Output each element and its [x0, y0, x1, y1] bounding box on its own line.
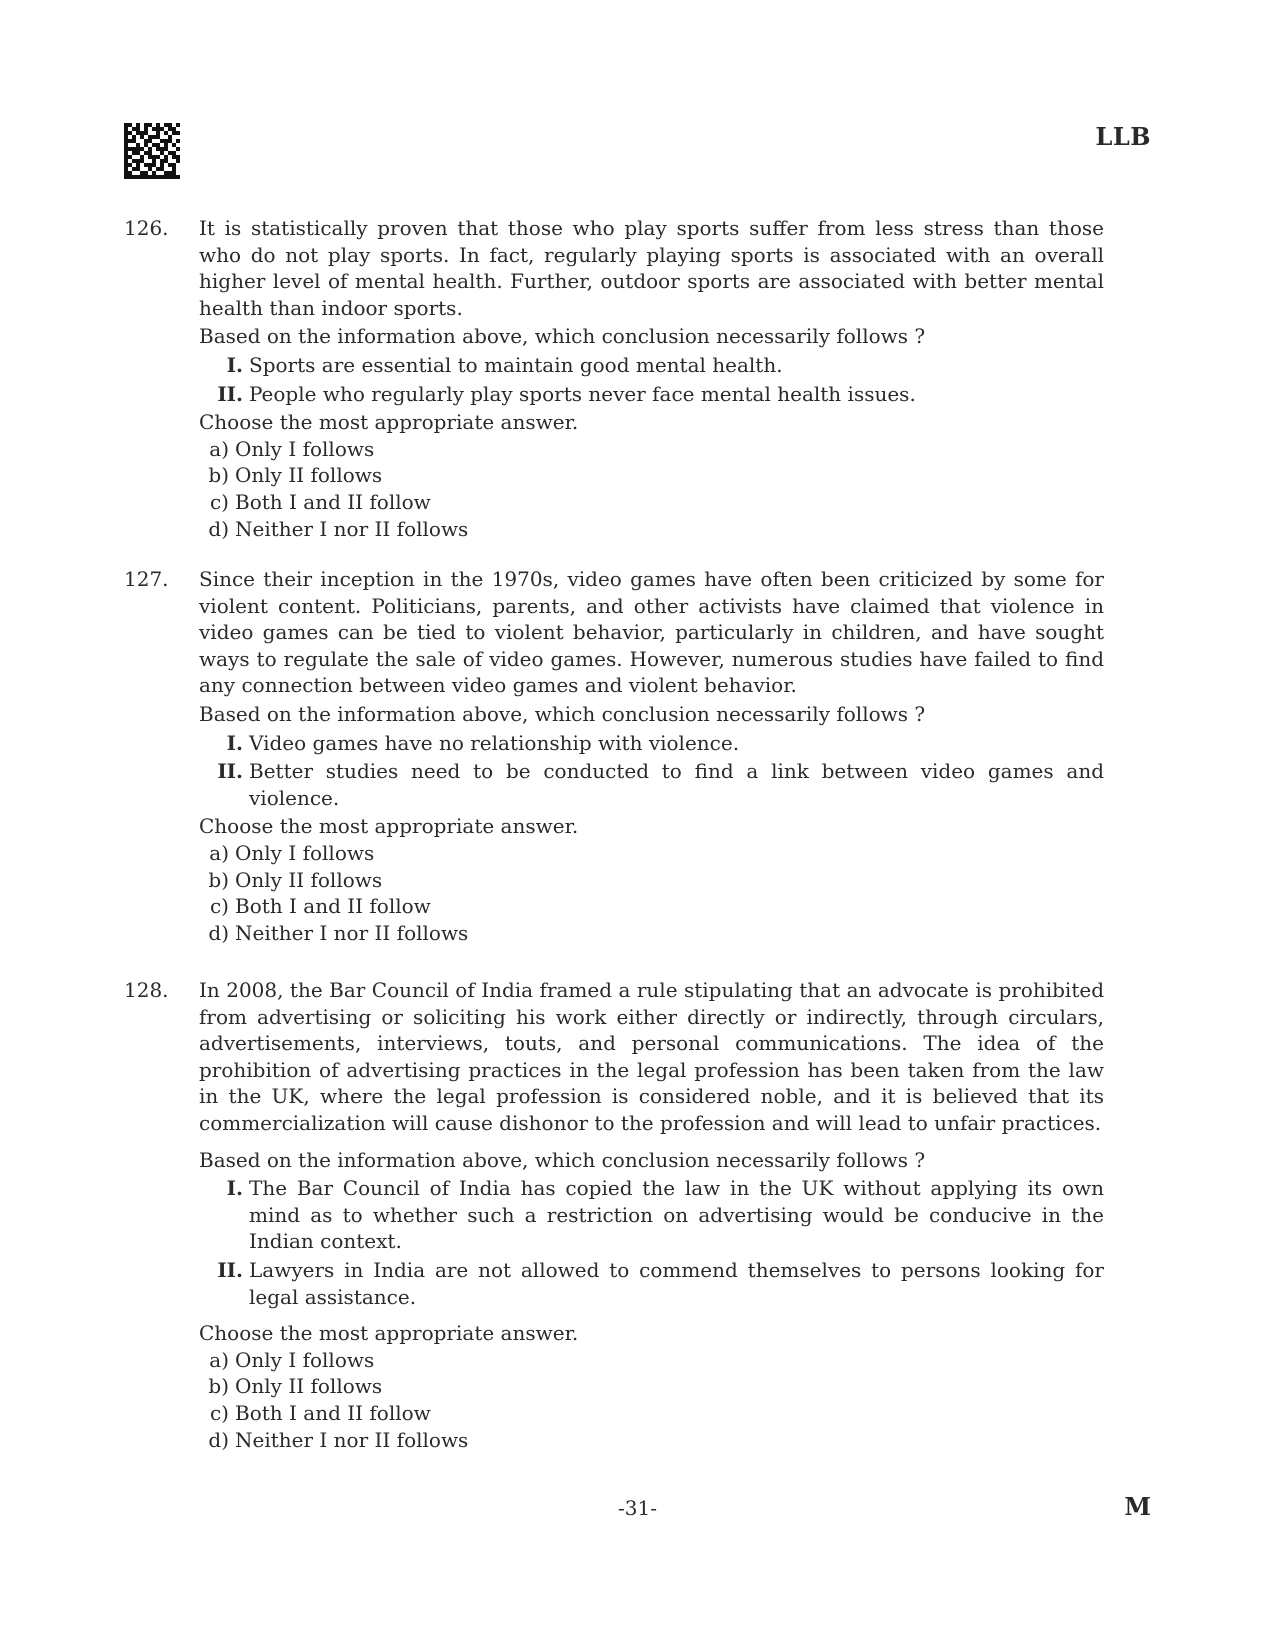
- option-text: Only I follows: [235, 436, 375, 461]
- question-passage: In 2008, the Bar Council of India framed a rule stipulating that an advocate is prohibited from advertising or soliciting his work either directly or indirectly, through circulars, advertisements, interviews, touts, and personal communications. The idea of the prohibition of advertising practices in the legal profession has been taken from the law in the UK, where the legal profession is considered noble, and it is believed that its commercialization will cause dishonor to the profession and will lead to unfair practices.: [199, 978, 1104, 1135]
- question-number: 128.: [124, 978, 169, 1002]
- question-127: [124, 566, 1104, 946]
- option-letter: a): [209, 840, 229, 865]
- question-prompt: Based on the information above, which conclusion necessarily follows ?: [199, 324, 926, 349]
- answer-option[interactable]: [199, 516, 1104, 543]
- statement-text: The Bar Council of India has copied the law in the UK without applying its own mind as to whether such a restriction on advertising would be conducive in the Indian context.: [249, 1176, 1104, 1254]
- question-number: 126.: [124, 216, 169, 240]
- statement-text: Better studies need to be conducted to find a link between video games and violence.: [249, 759, 1104, 810]
- option-letter: d): [208, 516, 229, 541]
- option-text: Only II follows: [235, 867, 383, 892]
- statement-numeral: I.: [226, 1176, 243, 1201]
- option-text: Both I and II follow: [235, 894, 431, 919]
- question-passage: It is statistically proven that those who play sports suffer from less stress than those who do not play sports. In fact, regularly playing sports is associated with an overall higher level of mental health. Further, outdoor sports are associated with better mental health than indoor sports.: [199, 216, 1104, 320]
- statement-text: Video games have no relationship with violence.: [249, 730, 740, 755]
- option-text: Both I and II follow: [235, 489, 431, 514]
- question-126: [124, 215, 1104, 542]
- statement: [199, 1175, 1104, 1255]
- option-letter: b): [208, 867, 229, 892]
- option-letter: b): [208, 463, 229, 488]
- answer-instruction: Choose the most appropriate answer.: [199, 1321, 579, 1346]
- page-number: -31-: [618, 1496, 657, 1520]
- answer-option[interactable]: [199, 867, 1104, 894]
- statement-numeral: II.: [217, 759, 243, 784]
- option-letter: c): [209, 489, 229, 514]
- option-text: Only II follows: [235, 1374, 383, 1399]
- answer-option[interactable]: [199, 893, 1104, 920]
- option-text: Only I follows: [235, 1347, 375, 1372]
- option-text: Only II follows: [235, 463, 383, 488]
- option-text: Only I follows: [235, 840, 375, 865]
- statement-numeral: II.: [217, 381, 243, 406]
- answer-option[interactable]: [199, 1373, 1104, 1400]
- answer-instruction: Choose the most appropriate answer.: [199, 814, 579, 839]
- question-prompt: Based on the information above, which conclusion necessarily follows ?: [199, 701, 926, 726]
- answer-option[interactable]: [199, 1347, 1104, 1374]
- answer-option[interactable]: [199, 920, 1104, 947]
- statement-numeral: II.: [217, 1257, 243, 1282]
- option-letter: b): [208, 1374, 229, 1399]
- statement: [199, 758, 1104, 811]
- option-text: Neither I nor II follows: [235, 516, 469, 541]
- statement-text: Lawyers in India are not allowed to commend themselves to persons looking for legal assistance.: [249, 1257, 1104, 1309]
- option-text: Both I and II follow: [235, 1400, 431, 1425]
- statement: [199, 381, 1104, 408]
- series-code: LLB: [1095, 122, 1151, 151]
- option-letter: a): [209, 436, 229, 461]
- statement: [199, 730, 1104, 757]
- question-128: [124, 977, 1104, 1453]
- option-text: Neither I nor II follows: [235, 1427, 469, 1452]
- option-letter: c): [209, 1400, 229, 1425]
- answer-option[interactable]: [199, 1427, 1104, 1454]
- answer-option[interactable]: [199, 840, 1104, 867]
- answer-option[interactable]: [199, 489, 1104, 516]
- statement: [199, 1257, 1104, 1310]
- statement-text: Sports are essential to maintain good mental health.: [249, 352, 783, 377]
- answer-instruction: Choose the most appropriate answer.: [199, 410, 579, 435]
- qr-code-icon: [124, 123, 180, 179]
- question-number: 127.: [124, 567, 169, 591]
- answer-option[interactable]: [199, 462, 1104, 489]
- question-passage: Since their inception in the 1970s, video games have often been criticized by some for violent content. Politicians, parents, and other activists have claimed that violence in video games can be tied to violent behavior, particularly in children, and have sought ways to regulate the sale of video games. However, numerous studies have failed to find any connection between video games and violent behavior.: [199, 567, 1104, 698]
- statement-text: People who regularly play sports never face mental health issues.: [249, 381, 916, 406]
- option-letter: d): [208, 1427, 229, 1452]
- answer-option[interactable]: [199, 1400, 1104, 1427]
- option-letter: d): [208, 920, 229, 945]
- answer-option[interactable]: [199, 436, 1104, 463]
- set-code: M: [1124, 1492, 1151, 1521]
- statement-numeral: I.: [226, 730, 243, 755]
- option-letter: c): [209, 894, 229, 919]
- statement: [199, 352, 1104, 379]
- option-letter: a): [209, 1347, 229, 1372]
- statement-numeral: I.: [226, 352, 243, 377]
- option-text: Neither I nor II follows: [235, 920, 469, 945]
- question-prompt: Based on the information above, which conclusion necessarily follows ?: [199, 1147, 926, 1172]
